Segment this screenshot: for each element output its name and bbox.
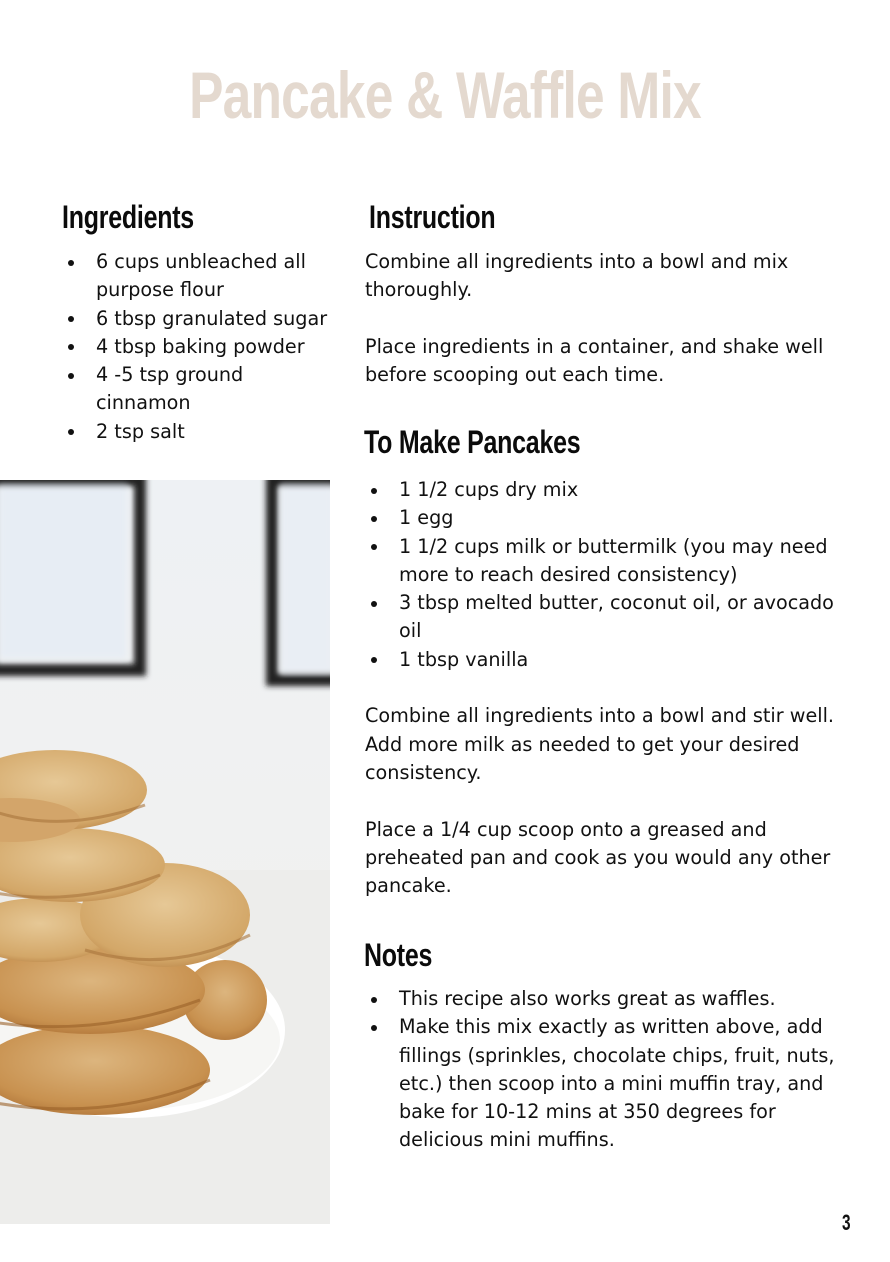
page-title: Pancake & Waffle Mix: [189, 58, 701, 132]
list-item: 2 tsp salt: [62, 418, 332, 446]
ingredients-list: [62, 248, 332, 446]
list-item: 1 tbsp vanilla: [365, 646, 835, 674]
pancakes-section: [365, 476, 835, 900]
pancakes-list: [365, 476, 835, 674]
pancakes-paragraph: Combine all ingredients into a bowl and stir well. Add more milk as needed to get your desired consistency.: [365, 704, 835, 784]
instruction-section: [365, 248, 835, 389]
instruction-paragraph: Combine all ingredients into a bowl and mix thoroughly.: [365, 250, 789, 302]
list-item: 4 -5 tsp ground cinnamon: [62, 361, 332, 418]
instruction-paragraph: Place ingredients in a container, and shake well before scooping out each time.: [365, 334, 824, 387]
list-item: 6 tbsp granulated sugar: [62, 305, 332, 333]
ingredients-heading: Ingredients: [62, 199, 194, 235]
ingredients-section: [62, 248, 332, 446]
pancakes-heading: To Make Pancakes: [364, 424, 581, 460]
list-item: This recipe also works great as waffles.: [365, 985, 855, 1013]
page-number: 3: [842, 1210, 851, 1235]
instruction-heading: Instruction: [369, 199, 496, 235]
list-item: 1 1/2 cups milk or buttermilk (you may need more to reach desired consistency): [365, 533, 835, 590]
pancakes-paragraph: Place a 1/4 cup scoop onto a greased and preheated pan and cook as you would any other pancake.: [365, 817, 831, 898]
list-item: 1 egg: [365, 504, 835, 532]
notes-list: [365, 985, 855, 1155]
list-item: 4 tbsp baking powder: [62, 333, 332, 361]
list-item: 6 cups unbleached all purpose flour: [62, 248, 332, 305]
list-item: Make this mix exactly as written above, add fillings (sprinkles, chocolate chips, fruit, nuts, etc.) then scoop into a mini muffin tray, and bake for 10-12 mins at 350 degrees for delicious mini muffins.: [365, 1013, 855, 1154]
notes-heading: Notes: [364, 937, 433, 973]
list-item: 3 tbsp melted butter, coconut oil, or avocado oil: [365, 589, 835, 646]
list-item: 1 1/2 cups dry mix: [365, 476, 835, 504]
notes-section: [365, 985, 855, 1155]
pancake-stack-photo: [0, 480, 330, 1224]
